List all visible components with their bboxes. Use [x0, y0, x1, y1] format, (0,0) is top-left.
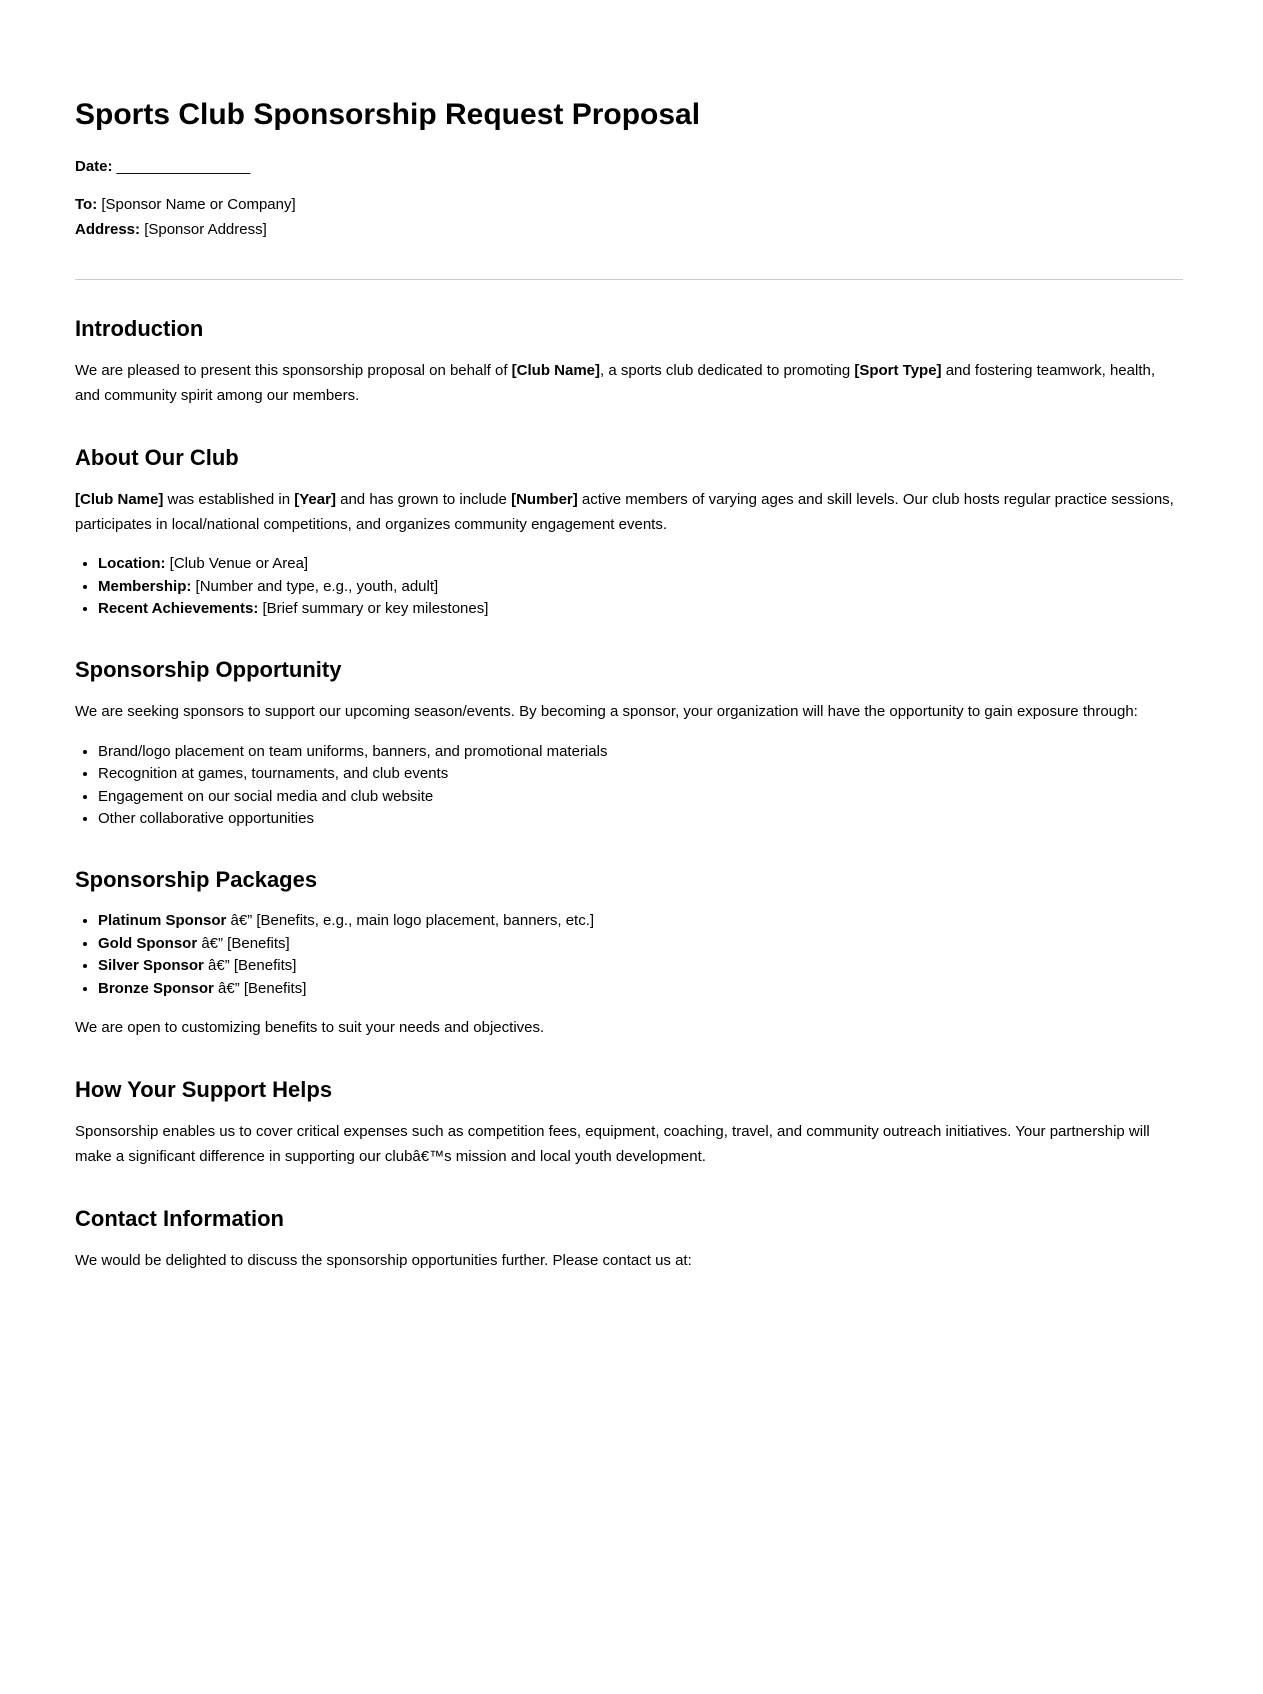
list-item	[98, 598, 1183, 621]
club-name-placeholder: [Club Name]	[75, 490, 164, 508]
list-item	[98, 910, 1183, 933]
section-introduction	[75, 316, 1183, 409]
sport-type-placeholder: [Sport Type]	[854, 362, 942, 380]
address-value: [Sponsor Address]	[140, 221, 267, 238]
recipient-block	[75, 193, 1183, 243]
packages-paragraph: We are open to customizing benefits to suit your needs and objectives.	[75, 1019, 545, 1037]
list-item	[98, 808, 1183, 831]
text-segment: We are pleased to present this sponsorship proposal on behalf of	[75, 362, 512, 380]
list-item	[98, 741, 1183, 764]
bullet-label: Recent Achievements:	[98, 600, 259, 618]
section-about	[75, 445, 1183, 621]
opportunity-bullet-list	[75, 741, 1183, 831]
list-item	[98, 933, 1183, 956]
bullet-label: Bronze Sponsor	[98, 979, 214, 997]
date-blank-line: ________________	[112, 157, 251, 175]
club-name-placeholder: [Club Name]	[511, 362, 601, 380]
text-segment: and has grown to include	[335, 490, 512, 508]
bullet-label: Silver Sponsor	[98, 957, 204, 975]
support-heading: How Your Support Helps	[75, 1076, 333, 1102]
text-segment: , a sports club dedicated to promoting	[600, 362, 855, 380]
bullet-text: â€” [Benefits]	[213, 979, 307, 997]
about-heading: About Our Club	[75, 444, 239, 470]
number-placeholder: [Number]	[511, 490, 578, 508]
to-value: [Sponsor Name or Company]	[97, 196, 296, 214]
text-segment: active members of varying ages and skill levels. Our club hosts regular practice sessions, participates in local/national competitions, and organizes community engagement events.	[75, 490, 1174, 533]
section-contact	[75, 1206, 1183, 1274]
introduction-heading: Introduction	[75, 315, 204, 341]
bullet-text: â€” [Benefits, e.g., main logo placement, banners, etc.]	[226, 912, 595, 930]
list-item	[98, 786, 1183, 809]
bullet-text: [Number and type, e.g., youth, adult]	[191, 577, 439, 595]
text-segment: and fostering teamwork, health, and community spirit among our members.	[75, 362, 1155, 404]
to-label: To:	[75, 196, 98, 214]
section-opportunity	[75, 657, 1183, 831]
opportunity-heading: Sponsorship Opportunity	[75, 656, 342, 682]
section-support	[75, 1077, 1183, 1170]
list-item	[98, 553, 1183, 576]
section-packages	[75, 867, 1183, 1041]
bullet-text: [Brief summary or key milestones]	[258, 600, 489, 618]
bullet-text: Brand/logo placement on team uniforms, banners, and promotional materials	[98, 742, 608, 760]
about-paragraph	[75, 488, 1183, 538]
bullet-text: Engagement on our social media and club website	[98, 787, 434, 805]
list-item	[98, 576, 1183, 599]
opportunity-paragraph: We are seeking sponsors to support our upcoming season/events. By becoming a sponsor, your organization will have the opportunity to gain exposure through:	[75, 703, 1138, 721]
introduction-paragraph	[75, 359, 1183, 409]
list-item	[98, 763, 1183, 786]
bullet-label: Location:	[98, 555, 166, 573]
bullet-label: Platinum Sponsor	[98, 912, 227, 930]
document-title: Sports Club Sponsorship Request Proposal	[75, 98, 701, 131]
about-bullet-list	[75, 553, 1183, 621]
bullet-label: Gold Sponsor	[98, 934, 198, 952]
packages-bullet-list	[75, 910, 1183, 1000]
contact-paragraph: We would be delighted to discuss the sponsorship opportunities further. Please contact us at:	[75, 1252, 692, 1270]
support-paragraph: Sponsorship enables us to cover critical expenses such as competition fees, equipment, coaching, travel, and community outreach initiatives. Your partnership will make a significant difference in supporting our clubâ€™s mission and local youth development.	[75, 1123, 1150, 1165]
bullet-text: â€” [Benefits]	[197, 934, 290, 952]
address-label: Address:	[75, 221, 141, 238]
text-segment: was established in	[163, 490, 295, 508]
section-divider	[75, 279, 1183, 280]
date-label: Date:	[75, 157, 113, 175]
list-item	[98, 955, 1183, 978]
bullet-text: Other collaborative opportunities	[98, 810, 314, 828]
bullet-text: Recognition at games, tournaments, and club events	[98, 765, 449, 783]
date-line	[75, 155, 1183, 180]
contact-heading: Contact Information	[75, 1205, 284, 1231]
list-item	[98, 978, 1183, 1001]
bullet-text: â€” [Benefits]	[203, 957, 297, 975]
bullet-label: Membership:	[98, 577, 192, 595]
year-placeholder: [Year]	[294, 490, 336, 508]
packages-heading: Sponsorship Packages	[75, 866, 318, 892]
bullet-text: [Club Venue or Area]	[165, 555, 309, 573]
